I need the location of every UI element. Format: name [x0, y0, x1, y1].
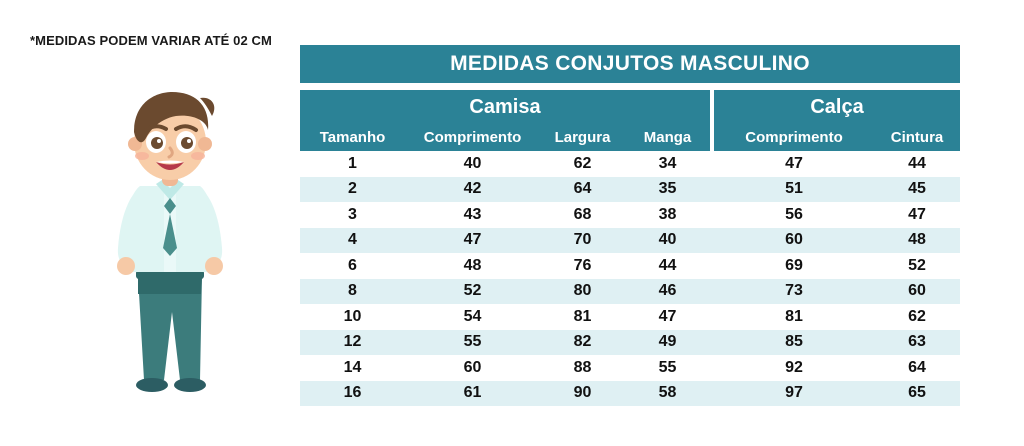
column-header-tamanho: Tamanho: [300, 124, 405, 151]
table-row: [300, 177, 960, 203]
cell-tamanho: 16: [300, 381, 405, 407]
measurement-disclaimer: *MEDIDAS PODEM VARIAR ATÉ 02 CM: [30, 33, 272, 48]
cell-camisa-manga: 40: [625, 228, 710, 254]
cell-calca-comprimento: 81: [714, 304, 874, 330]
cell-calca-comprimento: 97: [714, 381, 874, 407]
cell-calca-cintura: 62: [874, 304, 960, 330]
cell-tamanho: 10: [300, 304, 405, 330]
cell-tamanho: 3: [300, 202, 405, 228]
cell-calca-cintura: 45: [874, 177, 960, 203]
table-row: [300, 202, 960, 228]
cell-calca-cintura: 48: [874, 228, 960, 254]
group-header-camisa: Camisa: [300, 90, 710, 124]
cell-calca-comprimento: 92: [714, 355, 874, 381]
table-row: [300, 228, 960, 254]
cell-calca-cintura: 44: [874, 151, 960, 177]
column-header-camisa-manga: Manga: [625, 124, 710, 151]
title-row: [300, 45, 960, 83]
cell-camisa-comprimento: 52: [405, 279, 540, 305]
column-header-row: [300, 124, 960, 151]
table-row: [300, 330, 960, 356]
cell-camisa-manga: 47: [625, 304, 710, 330]
cell-calca-comprimento: 51: [714, 177, 874, 203]
cell-camisa-manga: 46: [625, 279, 710, 305]
cell-calca-comprimento: 47: [714, 151, 874, 177]
table-row: [300, 304, 960, 330]
cell-camisa-comprimento: 43: [405, 202, 540, 228]
group-header-calca: Calça: [714, 90, 960, 124]
cell-camisa-comprimento: 61: [405, 381, 540, 407]
group-header-row: [300, 90, 960, 124]
table-title: MEDIDAS CONJUTOS MASCULINO: [300, 45, 960, 83]
table-row: [300, 355, 960, 381]
spacer-row: [300, 83, 960, 90]
cell-calca-comprimento: 85: [714, 330, 874, 356]
column-header-camisa-comprimento: Comprimento: [405, 124, 540, 151]
table-row: [300, 253, 960, 279]
cell-calca-cintura: 64: [874, 355, 960, 381]
cell-tamanho: 2: [300, 177, 405, 203]
size-chart: [300, 45, 960, 406]
cell-camisa-comprimento: 48: [405, 253, 540, 279]
cell-calca-comprimento: 56: [714, 202, 874, 228]
cell-camisa-manga: 34: [625, 151, 710, 177]
table-row: [300, 381, 960, 407]
cell-calca-comprimento: 73: [714, 279, 874, 305]
cell-tamanho: 6: [300, 253, 405, 279]
cell-tamanho: 14: [300, 355, 405, 381]
table-body: [300, 45, 960, 406]
cell-calca-cintura: 52: [874, 253, 960, 279]
cell-tamanho: 1: [300, 151, 405, 177]
cell-calca-comprimento: 69: [714, 253, 874, 279]
cell-camisa-largura: 64: [540, 177, 625, 203]
column-header-camisa-largura: Largura: [540, 124, 625, 151]
cell-calca-cintura: 63: [874, 330, 960, 356]
cell-camisa-manga: 55: [625, 355, 710, 381]
cell-calca-cintura: 47: [874, 202, 960, 228]
cell-calca-cintura: 65: [874, 381, 960, 407]
cell-camisa-comprimento: 54: [405, 304, 540, 330]
cell-camisa-comprimento: 40: [405, 151, 540, 177]
column-header-calca-comprimento: Comprimento: [714, 124, 874, 151]
cell-camisa-largura: 70: [540, 228, 625, 254]
table-row: [300, 279, 960, 305]
cell-calca-cintura: 60: [874, 279, 960, 305]
cell-camisa-largura: 90: [540, 381, 625, 407]
cell-camisa-manga: 35: [625, 177, 710, 203]
cell-camisa-manga: 38: [625, 202, 710, 228]
cell-camisa-comprimento: 42: [405, 177, 540, 203]
cell-tamanho: 12: [300, 330, 405, 356]
cell-camisa-largura: 82: [540, 330, 625, 356]
size-table: [300, 45, 960, 406]
cell-camisa-largura: 81: [540, 304, 625, 330]
cell-calca-comprimento: 60: [714, 228, 874, 254]
cell-camisa-comprimento: 60: [405, 355, 540, 381]
cell-camisa-manga: 49: [625, 330, 710, 356]
cell-tamanho: 4: [300, 228, 405, 254]
column-header-calca-cintura: Cintura: [874, 124, 960, 151]
cell-camisa-largura: 76: [540, 253, 625, 279]
cell-camisa-largura: 88: [540, 355, 625, 381]
cell-tamanho: 8: [300, 279, 405, 305]
cell-camisa-largura: 68: [540, 202, 625, 228]
cell-camisa-comprimento: 55: [405, 330, 540, 356]
boy-illustration: [60, 80, 280, 410]
cell-camisa-comprimento: 47: [405, 228, 540, 254]
cell-camisa-manga: 58: [625, 381, 710, 407]
cell-camisa-largura: 62: [540, 151, 625, 177]
table-row: [300, 151, 960, 177]
cell-camisa-manga: 44: [625, 253, 710, 279]
cell-camisa-largura: 80: [540, 279, 625, 305]
